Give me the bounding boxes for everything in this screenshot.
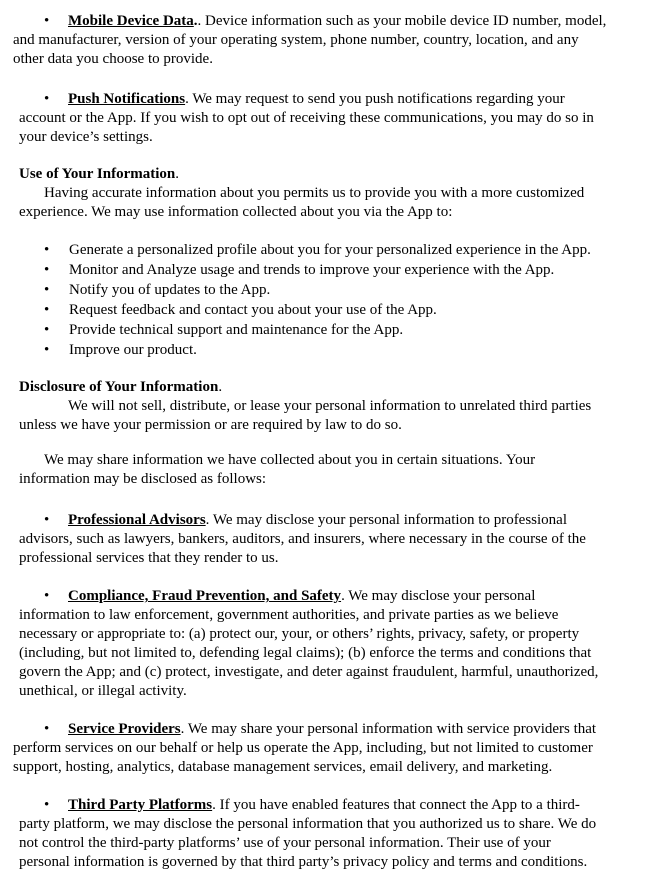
list-item-text: Monitor and Analyze usage and trends to improve your experience with the App. bbox=[69, 262, 555, 278]
section-text: information may be disclosed as follows: bbox=[19, 471, 267, 487]
section-text: . We may disclose your personal information to professional bbox=[205, 512, 568, 528]
bullet: • bbox=[44, 242, 50, 258]
section-text: support, hosting, analytics, database management services, email delivery, and marketing. bbox=[13, 759, 553, 775]
heading-period: . bbox=[218, 379, 223, 395]
section-text: . If you have enabled features that connect the App to a third- bbox=[212, 797, 580, 813]
section-heading: Use of Your Information bbox=[19, 166, 176, 182]
push-notifications-section bbox=[19, 90, 594, 147]
section-text: other data you choose to provide. bbox=[13, 51, 213, 67]
compliance-section bbox=[19, 587, 598, 701]
section-text: experience. We may use information collected about you via the App to: bbox=[19, 204, 453, 220]
section-text: not control the third-party platforms’ use of your personal information. Their use of your bbox=[19, 835, 551, 851]
bullet: • bbox=[44, 342, 50, 358]
bullet: • bbox=[44, 512, 50, 528]
section-text: . Device information such as your mobile device ID number, model, bbox=[197, 13, 607, 29]
section-text: necessary or appropriate to: (a) protect our, your, or others’ rights, privacy, safety, or property bbox=[19, 626, 580, 642]
bullet: • bbox=[44, 262, 50, 278]
mobile-device-section: • Mobile Device Data.. Device information such as your mobile device ID number, model, and manufacturer, version of your operating system, phone number, country, location, and any other data you choose to provide. bbox=[13, 13, 607, 67]
section-text: We will not sell, distribute, or lease your personal information to unrelated third parties bbox=[68, 398, 592, 414]
section-title: Service Providers bbox=[68, 721, 181, 737]
use-section bbox=[19, 165, 584, 222]
section-text: and manufacturer, version of your operating system, phone number, country, location, and any bbox=[13, 32, 579, 48]
bullet: • bbox=[44, 721, 50, 737]
bullet: • bbox=[44, 588, 50, 604]
list-item-text: Notify you of updates to the App. bbox=[69, 282, 271, 298]
section-title: Compliance, Fraud Prevention, and Safety bbox=[68, 588, 342, 604]
disclosure-section bbox=[19, 378, 591, 489]
section-text: . We may request to send you push notifications regarding your bbox=[185, 91, 565, 107]
section-title: Mobile Device Data bbox=[68, 13, 194, 29]
bullet: • bbox=[44, 13, 50, 29]
section-title: Third Party Platforms bbox=[68, 797, 213, 813]
bullet: • bbox=[44, 797, 50, 813]
section-text: unethical, or illegal activity. bbox=[19, 683, 187, 699]
list-item-text: Improve our product. bbox=[69, 342, 197, 358]
section-text: your device’s settings. bbox=[19, 129, 153, 145]
section-title: Push Notifications bbox=[68, 91, 186, 107]
section-text: (including, but not limited to, defending legal claims); (b) enforce the terms and conditions that bbox=[19, 645, 592, 661]
section-text: unless we have your permission or are required by law to do so. bbox=[19, 417, 402, 433]
section-text: . We may disclose your personal bbox=[341, 588, 536, 604]
bullet: • bbox=[44, 282, 50, 298]
advisors-section bbox=[19, 511, 586, 568]
third-party-section bbox=[19, 796, 596, 872]
bullet: • bbox=[44, 302, 50, 318]
bullet: • bbox=[44, 322, 50, 338]
section-text: party platform, we may disclose the personal information that you authorized us to share. We do bbox=[19, 816, 597, 832]
section-text: professional services that they render to us. bbox=[19, 550, 279, 566]
list-item-text: Generate a personalized profile about you for your personalized experience in the App. bbox=[69, 242, 591, 258]
section-text: personal information is governed by that third party’s privacy policy and terms and conditions. bbox=[19, 854, 588, 870]
section-heading: Disclosure of Your Information bbox=[19, 379, 219, 395]
service-providers-section bbox=[13, 720, 597, 777]
section-text: . We may share your personal information with service providers that bbox=[180, 721, 597, 737]
section-title: Professional Advisors bbox=[68, 512, 206, 528]
section-text: account or the App. If you wish to opt out of receiving these communications, you may do so in bbox=[19, 110, 594, 126]
section-text: information to law enforcement, government authorities, and private parties as we believe bbox=[19, 607, 559, 623]
section-text: govern the App; and (c) protect, investigate, and deter against fraudulent, harmful, unauthorized, bbox=[19, 664, 599, 680]
section-text: perform services on our behalf or help us operate the App, including, but not limited to customer bbox=[13, 740, 593, 756]
list-item-text: Provide technical support and maintenance for the App. bbox=[69, 322, 404, 338]
section-text: Having accurate information about you permits us to provide you with a more customized bbox=[44, 185, 585, 201]
heading-period: . bbox=[175, 166, 179, 182]
bullet: • bbox=[44, 91, 50, 107]
section-text: We may share information we have collected about you in certain situations. Your bbox=[44, 452, 536, 468]
section-text: advisors, such as lawyers, bankers, auditors, and insurers, where necessary in the course of the bbox=[19, 531, 586, 547]
list-item-text: Request feedback and contact you about your use of the App. bbox=[69, 302, 437, 318]
